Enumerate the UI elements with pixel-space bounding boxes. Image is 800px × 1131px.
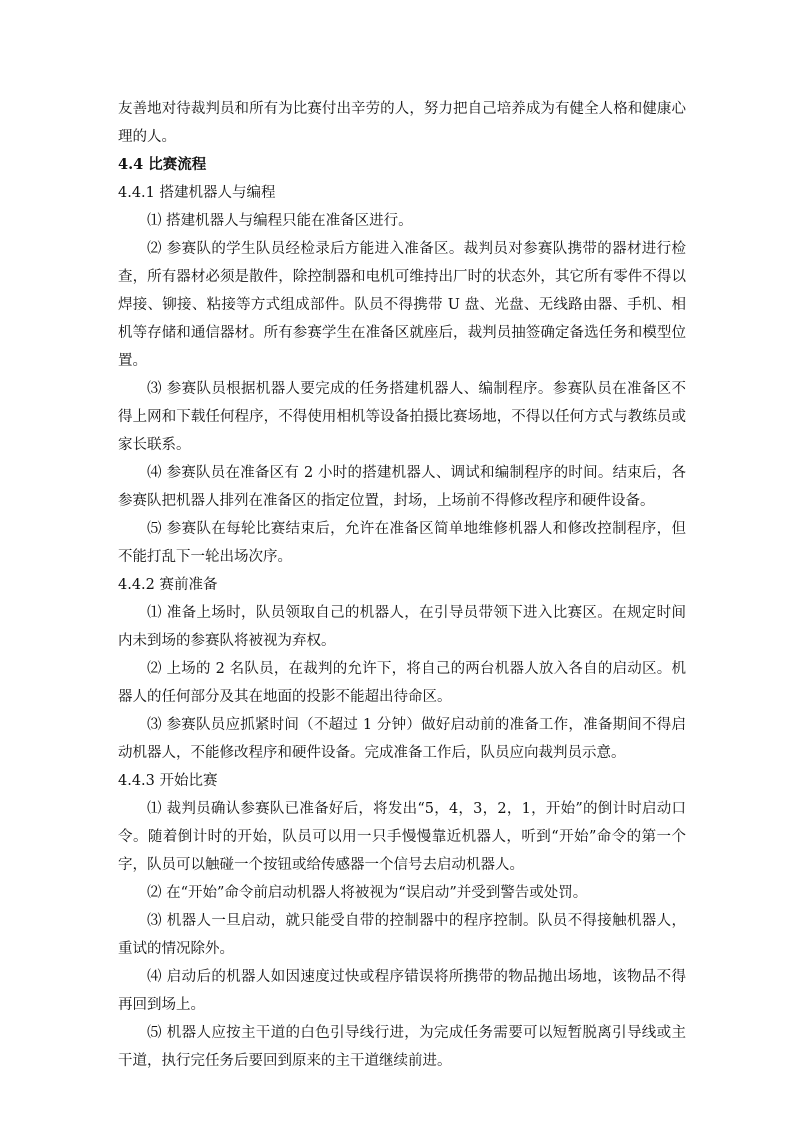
list-item: ⑵ 参赛队的学生队员经检录后方能进入准备区。裁判员对参赛队携带的器材进行检查，所有器材必须是散件，除控制器和电机可维持出厂时的状态外，其它所有零件不得以焊接、铆接、粘接等方式组成部件。队员不得携带 U 盘、光盘、无线路由器、手机、相机等存储和通信器材。所有参赛学生在准备区就座后，裁判员抽签确定备选任务和模型位置。	[118, 241, 686, 369]
list-item: ⑸ 机器人应按主干道的白色引导线行进，为完成任务需要可以短暂脱离引导线或主干道，执行完任务后要回到原来的主干道继续前进。	[118, 1025, 686, 1069]
section-4-4-3-heading: 4.4.3 开始比赛	[118, 773, 218, 789]
section-4-4-2-heading: 4.4.2 赛前准备	[118, 577, 218, 593]
section-4-4-1-heading: 4.4.1 搭建机器人与编程	[118, 185, 276, 201]
list-item: ⑸ 参赛队在每轮比赛结束后，允许在准备区简单地维修机器人和修改控制程序，但不能打乱下一轮出场次序。	[118, 521, 686, 565]
list-item: ⑶ 参赛队员应抓紧时间（不超过 1 分钟）做好启动前的准备工作，准备期间不得启动机器人，不能修改程序和硬件设备。完成准备工作后，队员应向裁判员示意。	[118, 717, 686, 761]
list-item: ⑴ 准备上场时，队员领取自己的机器人，在引导员带领下进入比赛区。在规定时间内未到场的参赛队将被视为弃权。	[118, 605, 686, 649]
list-item: ⑵ 在“开始”命令前启动机器人将被视为“误启动”并受到警告或处罚。	[147, 885, 588, 901]
list-item: ⑷ 参赛队员在准备区有 2 小时的搭建机器人、调试和编制程序的时间。结束后，各参赛队把机器人排列在准备区的指定位置，封场，上场前不得修改程序和硬件设备。	[118, 465, 686, 509]
list-item: ⑷ 启动后的机器人如因速度过快或程序错误将所携带的物品抛出场地，该物品不得再回到场上。	[118, 969, 686, 1013]
intro-paragraph: 友善地对待裁判员和所有为比赛付出辛劳的人，努力把自己培养成为有健全人格和健康心理的人。	[118, 101, 686, 145]
document-content	[118, 95, 686, 1075]
list-item: ⑵ 上场的 2 名队员，在裁判的允许下，将自己的两台机器人放入各自的启动区。机器人的任何部分及其在地面的投影不能超出待命区。	[118, 661, 686, 705]
list-item: ⑴ 裁判员确认参赛队已准备好后，将发出“5，4，3，2，1，开始”的倒计时启动口令。随着倒计时的开始，队员可以用一只手慢慢靠近机器人，听到“开始”命令的第一个字，队员可以触碰一个按钮或给传感器一个信号去启动机器人。	[118, 801, 686, 873]
list-item: ⑶ 机器人一旦启动，就只能受自带的控制器中的程序控制。队员不得接触机器人，重试的情况除外。	[118, 913, 686, 957]
section-4-4-heading: 4.4 比赛流程	[118, 156, 207, 173]
list-item: ⑴ 搭建机器人与编程只能在准备区进行。	[147, 213, 413, 229]
list-item: ⑶ 参赛队员根据机器人要完成的任务搭建机器人、编制程序。参赛队员在准备区不得上网和下载任何程序，不得使用相机等设备拍摄比赛场地，不得以任何方式与教练员或家长联系。	[118, 381, 686, 453]
